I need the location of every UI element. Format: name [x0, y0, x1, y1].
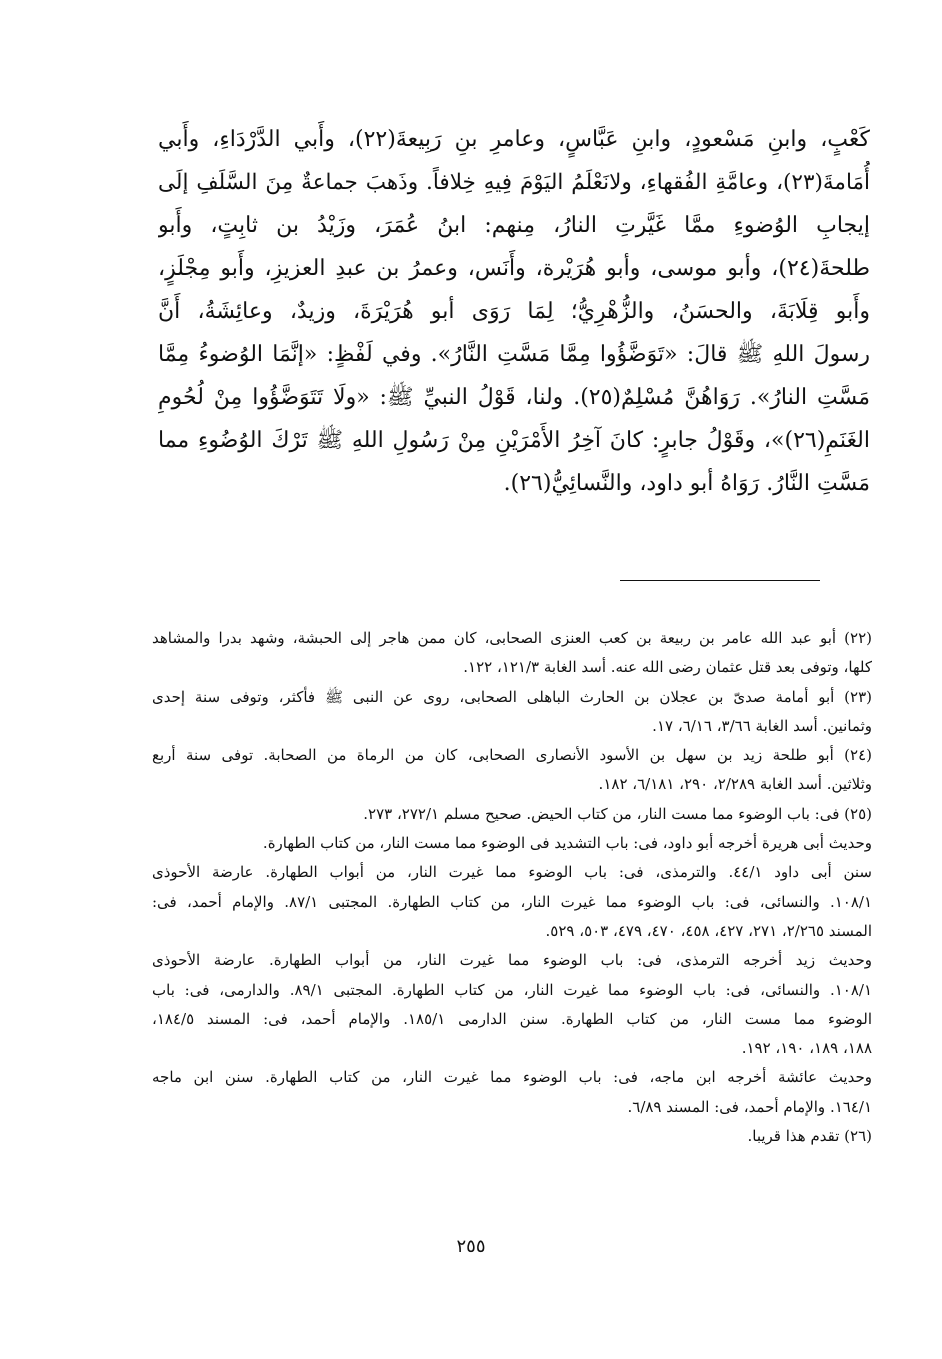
footnote-line: (٢٢) أبو عبد الله عامر بن ربيعة بن كعب العنزى الصحابى، كان ممن هاجر إلى الحبشة، وشهد بدرا والمشاهد [152, 629, 872, 647]
body-line: وأَبو قِلَابَةَ، والحسَنُ، والزُّهْرِيُّ؛ لِمَا رَوَى أبو هُرَيْرَةَ، وزيدٌ، وعائِشَةُ، أَنَّ [158, 299, 870, 324]
body-line: رسولَ اللهِ ﷺ قالَ: «تَوَضَّؤُوا مِمَّا مَسَّتِ النَّارُ». وفي لَفْظٍ: «إنَّمَا الوُضوءُ مِمَّا [158, 342, 870, 367]
page-number: ٢٥٥ [456, 1236, 486, 1257]
footnote-line: (٢٥) فى: باب الوضوء مما مست النار، من كتاب الحيض. صحيح مسلم ٢٧٢/١، ٢٧٣. [363, 804, 872, 823]
footnote-line: ١٦٤/١. والإمام أحمد، فى: المسند ٦/٨٩. [627, 1097, 872, 1116]
footnote-line: (٢٤) أبو طلحة زيد بن سهل بن الأسود الأنصارى الصحابى، كان من الرماة من الصحابة. توفى سنة أربع [152, 746, 872, 765]
footnote-line: ١٠٨/١. والنسائى، فى: باب الوضوء مما غيرت النار، من كتاب الطهارة. المجتبى ٨٩/١. والدارمى، فى: باب [152, 980, 872, 999]
footnote-line: وحديث زيد أخرجه الترمذى، فى: باب الوضوء مما غيرت النار، من أبواب الطهارة. عارضة الأحوذى [152, 951, 872, 970]
body-line: كَعْبٍ، وابنِ مَسْعودٍ، وابنِ عَبَّاسٍ، وعامرِ بنِ رَبِيعةَ(٢٢)، وأَبي الدَّرْدَاءِ، وأَبي [158, 127, 870, 152]
footnote-line: (٢٣) أبو أمامة صدىّ بن عجلان بن الحارث الباهلى الصحابى، روى عن النبى ﷺ فأكثر، وتوفى سنة إحدى [152, 687, 872, 706]
footnote-line: (٢٦) تقدم هذا قريبا. [747, 1127, 872, 1146]
body-line: الغَنَمِ(٢٦)»، وقَوْلُ جابرٍ: كانَ آخِرُ الأَمْرَيْنِ مِنْ رَسُولِ اللهِ ﷺ تَرْكَ الوُضُوءِ مما [158, 428, 870, 453]
footnote-separator [620, 580, 820, 581]
footnote-line: كلها، وتوفى بعد قتل عثمان رضى الله عنه. أسد الغابة ١٢١/٣، ١٢٢. [463, 658, 872, 677]
body-line: مَسَّتِ النارُ». رَوَاهُنَّ مُسْلِمٌ(٢٥). ولنا، قَوْلُ النبيِّ ﷺ: «ولَا تَتَوَضَّؤُوا مِنْ لُحُومِ [158, 385, 870, 410]
footnote-line: وحديث أبى هريرة أخرجه أبو داود، فى: باب التشديد فى الوضوء مما مست النار، من كتاب الطهارة. [262, 834, 872, 853]
footnotes [152, 624, 872, 1151]
footnote-line: ١٨٨، ١٨٩، ١٩٠، ١٩٢. [741, 1039, 872, 1058]
body-line: طلحةَ(٢٤)، وأبو موسى، وأبو هُرَيْرة، وأَنَس، وعمرُ بن عبدِ العزيزِ، وأَبو مِجْلَزٍ، [158, 256, 870, 281]
footnote-line: وثمانين. أسد الغابة ٣/٦٦، ٦/١٦، ١٧. [652, 716, 872, 735]
footnote-line: وثلاثين. أسد الغابة ٢/٢٨٩، ٢٩٠، ٦/١٨١، ١٨٢. [598, 775, 872, 794]
body-line: إيجابِ الوُضوءِ ممَّا غَيَّرتِ النارُ، مِنهم: ابنُ عُمَرَ، وزَيْدُ بن ثابِتٍ، وأَبو [158, 213, 870, 238]
footnote-line: سنن أبى داود ٤٤/١. والترمذى، فى: باب الوضوء مما غيرت النار، من أبواب الطهارة. عارضة الأحوذى [152, 863, 872, 882]
main-body-text [158, 118, 870, 505]
footnote-line: المسند ٢/٢٦٥، ٢٧١، ٤٢٧، ٤٥٨، ٤٧٠، ٤٧٩، ٥٠٣، ٥٢٩. [545, 921, 872, 940]
footnote-line: وحديث عائشة أخرجه ابن ماجه، فى: باب الوضوء مما غيرت النار، من كتاب الطهارة. سنن ابن ماجه [152, 1068, 872, 1087]
footnote-line: الوضوء مما مست النار، من كتاب الطهارة. سنن الدارمى ١٨٥/١. والإمام أحمد، فى: المسند ١٨٤/٥، [152, 1009, 872, 1028]
footnote-line: ١٠٨/١. والنسائى، فى: باب الوضوء مما غيرت النار، من كتاب الطهارة. المجتبى ٨٧/١. والإمام أحمد، فى: [152, 892, 872, 911]
body-line: أُمَامةَ(٢٣)، وعامَّةِ الفُقهاءِ، ولانَعْلَمُ اليَوْمَ فِيهِ خِلافاً. وذَهبَ جماعةٌ مِنَ السَّلَفِ إلَى [158, 170, 870, 195]
body-line: مَسَّتِ النَّارُ. رَوَاهُ أبو داود، والنَّسائِيُّ(٢٦). [503, 471, 870, 496]
